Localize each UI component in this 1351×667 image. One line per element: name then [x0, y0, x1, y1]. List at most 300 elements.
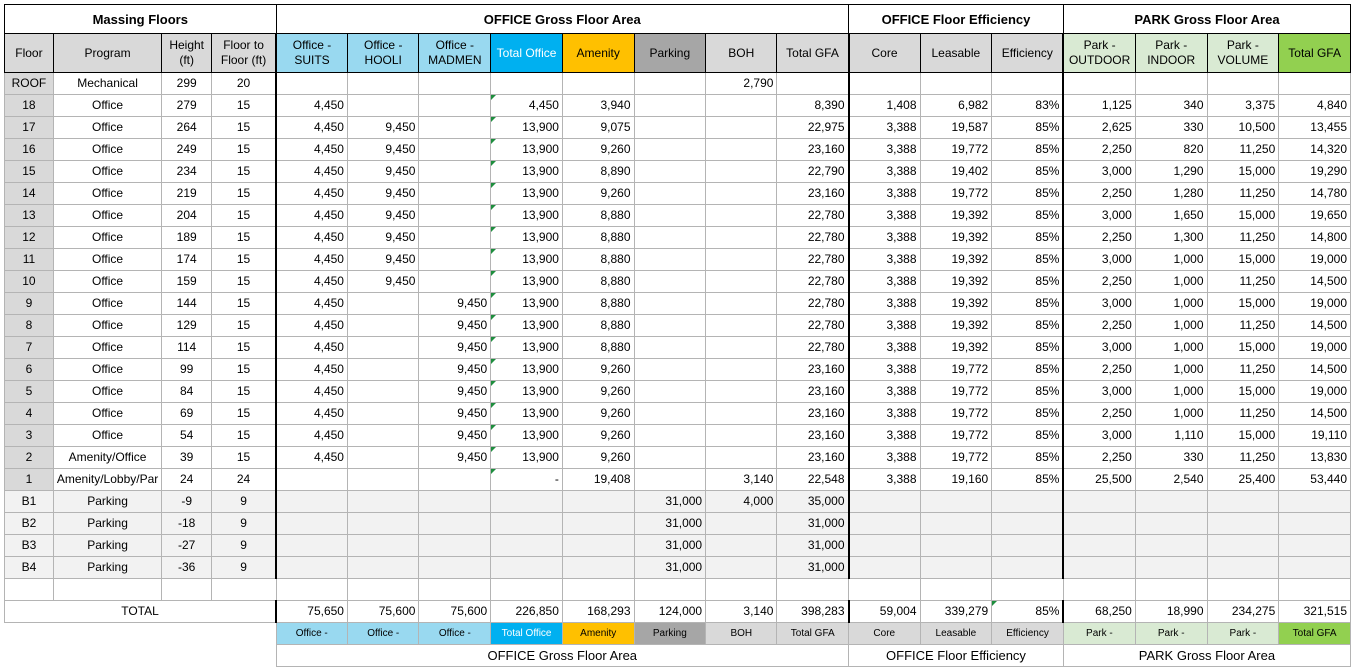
table-cell[interactable]	[849, 557, 920, 579]
table-cell[interactable]	[1279, 513, 1351, 535]
repeat-header-cell[interactable]: Park -	[1135, 623, 1207, 645]
table-cell[interactable]	[1063, 73, 1135, 95]
table-cell[interactable]: 820	[1135, 139, 1207, 161]
table-cell[interactable]: 299	[162, 73, 212, 95]
table-cell[interactable]	[1063, 557, 1135, 579]
empty-cell[interactable]	[5, 579, 54, 601]
column-header[interactable]: Height (ft)	[162, 34, 212, 73]
table-cell[interactable]: 19,392	[920, 315, 992, 337]
table-cell[interactable]: Office	[53, 139, 161, 161]
table-cell[interactable]	[849, 491, 920, 513]
table-cell[interactable]	[347, 535, 418, 557]
repeat-header-cell[interactable]: Total Office	[491, 623, 563, 645]
table-cell[interactable]: 4,450	[276, 337, 347, 359]
table-cell[interactable]	[491, 491, 563, 513]
repeat-header-cell[interactable]: Total GFA	[1279, 623, 1351, 645]
group-header-office-efficiency[interactable]: OFFICE Floor Efficiency	[849, 5, 1064, 34]
empty-cell[interactable]	[347, 579, 418, 601]
table-cell[interactable]: 11,250	[1207, 183, 1279, 205]
empty-cell[interactable]	[777, 579, 849, 601]
table-cell[interactable]: 18	[5, 95, 54, 117]
table-cell[interactable]: 22,780	[777, 227, 849, 249]
table-cell[interactable]: 85%	[992, 447, 1064, 469]
table-cell[interactable]: 19,772	[920, 139, 992, 161]
table-cell[interactable]: 15	[212, 425, 276, 447]
table-cell[interactable]: 9,450	[419, 337, 491, 359]
table-cell[interactable]: 9,260	[562, 183, 634, 205]
table-cell[interactable]	[706, 535, 777, 557]
table-cell[interactable]: 15,000	[1207, 381, 1279, 403]
table-cell[interactable]: 13,900	[491, 293, 563, 315]
table-cell[interactable]: 22,790	[777, 161, 849, 183]
table-cell[interactable]: 1,000	[1135, 315, 1207, 337]
table-cell[interactable]: 10	[5, 271, 54, 293]
table-cell[interactable]: 2,250	[1063, 139, 1135, 161]
table-cell[interactable]: 9,260	[562, 381, 634, 403]
table-cell[interactable]: 25,400	[1207, 469, 1279, 491]
table-cell[interactable]: 9,075	[562, 117, 634, 139]
table-cell[interactable]: 15	[212, 381, 276, 403]
table-cell[interactable]: 1,650	[1135, 205, 1207, 227]
table-cell[interactable]: 9,450	[347, 205, 418, 227]
table-cell[interactable]	[1207, 557, 1279, 579]
table-cell[interactable]: 7	[5, 337, 54, 359]
table-cell[interactable]: 4,450	[276, 249, 347, 271]
table-cell[interactable]	[491, 557, 563, 579]
table-cell[interactable]: B2	[5, 513, 54, 535]
table-cell[interactable]: 19,000	[1279, 381, 1351, 403]
table-cell[interactable]: 15,000	[1207, 161, 1279, 183]
table-cell[interactable]: 9,450	[419, 425, 491, 447]
table-cell[interactable]: B3	[5, 535, 54, 557]
table-cell[interactable]: 19,772	[920, 359, 992, 381]
table-cell[interactable]: 3,140	[706, 469, 777, 491]
table-cell[interactable]: 159	[162, 271, 212, 293]
table-cell[interactable]: 31,000	[777, 557, 849, 579]
table-cell[interactable]: 3,388	[849, 271, 920, 293]
table-cell[interactable]: 9	[212, 535, 276, 557]
table-cell[interactable]: 3,388	[849, 117, 920, 139]
table-cell[interactable]: 4	[5, 403, 54, 425]
table-cell[interactable]	[634, 403, 706, 425]
table-cell[interactable]: 3,000	[1063, 161, 1135, 183]
table-cell[interactable]: 19,587	[920, 117, 992, 139]
table-cell[interactable]	[992, 557, 1064, 579]
repeat-header-cell[interactable]: BOH	[706, 623, 777, 645]
table-cell[interactable]	[849, 535, 920, 557]
table-cell[interactable]: 8,880	[562, 249, 634, 271]
table-cell[interactable]: 19,000	[1279, 337, 1351, 359]
table-cell[interactable]	[419, 535, 491, 557]
table-cell[interactable]: 15	[212, 161, 276, 183]
table-cell[interactable]: Office	[53, 425, 161, 447]
table-cell[interactable]	[706, 183, 777, 205]
table-cell[interactable]: 19,160	[920, 469, 992, 491]
total-cell[interactable]: 226,850	[491, 601, 563, 623]
table-cell[interactable]: Office	[53, 315, 161, 337]
table-cell[interactable]: 2,250	[1063, 227, 1135, 249]
table-cell[interactable]: 4,000	[706, 491, 777, 513]
table-cell[interactable]	[920, 535, 992, 557]
table-cell[interactable]	[347, 73, 418, 95]
table-cell[interactable]: 219	[162, 183, 212, 205]
table-cell[interactable]	[562, 513, 634, 535]
total-cell[interactable]: 68,250	[1063, 601, 1135, 623]
table-cell[interactable]	[634, 425, 706, 447]
table-cell[interactable]: 9,260	[562, 139, 634, 161]
table-cell[interactable]: Office	[53, 271, 161, 293]
table-cell[interactable]	[706, 293, 777, 315]
table-cell[interactable]: B4	[5, 557, 54, 579]
table-cell[interactable]: 11,250	[1207, 315, 1279, 337]
table-cell[interactable]: 8,880	[562, 227, 634, 249]
total-cell[interactable]: 75,650	[276, 601, 347, 623]
table-cell[interactable]: 13,900	[491, 337, 563, 359]
repeat-header-cell[interactable]: Office -	[276, 623, 347, 645]
table-cell[interactable]: 4,450	[276, 117, 347, 139]
table-cell[interactable]	[634, 359, 706, 381]
table-cell[interactable]: 3,388	[849, 139, 920, 161]
table-cell[interactable]	[706, 117, 777, 139]
table-cell[interactable]: 15	[212, 205, 276, 227]
table-cell[interactable]: 15,000	[1207, 337, 1279, 359]
empty-cell[interactable]	[1135, 579, 1207, 601]
table-cell[interactable]: 11,250	[1207, 359, 1279, 381]
column-header[interactable]: Efficiency	[992, 34, 1064, 73]
table-cell[interactable]: Office	[53, 249, 161, 271]
column-header[interactable]: Park - VOLUME	[1207, 34, 1279, 73]
table-cell[interactable]: 22,780	[777, 293, 849, 315]
table-cell[interactable]	[419, 73, 491, 95]
table-cell[interactable]	[419, 491, 491, 513]
table-cell[interactable]	[634, 381, 706, 403]
table-cell[interactable]: 13,900	[491, 139, 563, 161]
table-cell[interactable]: 1,125	[1063, 95, 1135, 117]
table-cell[interactable]: 8,890	[562, 161, 634, 183]
table-cell[interactable]: 2,250	[1063, 447, 1135, 469]
table-cell[interactable]: 15	[212, 139, 276, 161]
table-cell[interactable]: 1,000	[1135, 293, 1207, 315]
table-cell[interactable]: 3,000	[1063, 293, 1135, 315]
table-cell[interactable]: 15	[212, 337, 276, 359]
table-cell[interactable]	[706, 557, 777, 579]
table-cell[interactable]	[419, 249, 491, 271]
table-cell[interactable]	[1279, 535, 1351, 557]
table-cell[interactable]: 3,940	[562, 95, 634, 117]
table-cell[interactable]	[276, 513, 347, 535]
table-cell[interactable]: 14,800	[1279, 227, 1351, 249]
table-cell[interactable]: 3	[5, 425, 54, 447]
table-cell[interactable]: 23,160	[777, 381, 849, 403]
table-cell[interactable]: 14,500	[1279, 315, 1351, 337]
table-cell[interactable]: Office	[53, 381, 161, 403]
table-cell[interactable]	[634, 293, 706, 315]
table-cell[interactable]: 13,900	[491, 205, 563, 227]
column-header[interactable]: Core	[849, 34, 920, 73]
table-cell[interactable]: 85%	[992, 403, 1064, 425]
table-cell[interactable]	[276, 469, 347, 491]
table-cell[interactable]: 1,290	[1135, 161, 1207, 183]
table-cell[interactable]: 19,772	[920, 381, 992, 403]
table-cell[interactable]: 22,780	[777, 205, 849, 227]
table-cell[interactable]: 3,388	[849, 359, 920, 381]
total-cell[interactable]: 75,600	[347, 601, 418, 623]
table-cell[interactable]	[276, 491, 347, 513]
column-header[interactable]: Parking	[634, 34, 706, 73]
table-cell[interactable]: 13,900	[491, 447, 563, 469]
table-cell[interactable]: 9,450	[347, 117, 418, 139]
table-cell[interactable]: Office	[53, 227, 161, 249]
table-cell[interactable]	[634, 249, 706, 271]
empty-cell[interactable]	[1279, 579, 1351, 601]
table-cell[interactable]	[347, 293, 418, 315]
table-cell[interactable]: 19,000	[1279, 293, 1351, 315]
table-cell[interactable]: 19,772	[920, 403, 992, 425]
table-cell[interactable]: 3,375	[1207, 95, 1279, 117]
table-cell[interactable]: 23,160	[777, 447, 849, 469]
table-cell[interactable]: 3,388	[849, 183, 920, 205]
table-cell[interactable]: 144	[162, 293, 212, 315]
table-cell[interactable]: 1,000	[1135, 359, 1207, 381]
table-cell[interactable]: 9,260	[562, 447, 634, 469]
table-cell[interactable]: 85%	[992, 205, 1064, 227]
table-cell[interactable]: 3,000	[1063, 337, 1135, 359]
table-cell[interactable]: Amenity/Office	[53, 447, 161, 469]
table-cell[interactable]: 85%	[992, 227, 1064, 249]
table-cell[interactable]: 31,000	[634, 535, 706, 557]
table-cell[interactable]: 19,392	[920, 205, 992, 227]
table-cell[interactable]	[992, 535, 1064, 557]
table-cell[interactable]: 31,000	[634, 491, 706, 513]
empty-cell[interactable]	[849, 579, 920, 601]
table-cell[interactable]: 19,408	[562, 469, 634, 491]
table-cell[interactable]: 83%	[992, 95, 1064, 117]
table-cell[interactable]: 15	[5, 161, 54, 183]
total-cell[interactable]: 124,000	[634, 601, 706, 623]
footer-group-header[interactable]: OFFICE Gross Floor Area	[276, 645, 849, 667]
table-cell[interactable]: 3,388	[849, 381, 920, 403]
table-cell[interactable]: 3,388	[849, 337, 920, 359]
table-cell[interactable]	[347, 403, 418, 425]
table-cell[interactable]: 2,790	[706, 73, 777, 95]
table-cell[interactable]: 31,000	[634, 513, 706, 535]
table-cell[interactable]: 1,000	[1135, 381, 1207, 403]
table-cell[interactable]	[706, 161, 777, 183]
table-cell[interactable]: 22,975	[777, 117, 849, 139]
table-cell[interactable]: -	[491, 469, 563, 491]
table-cell[interactable]	[491, 535, 563, 557]
table-cell[interactable]: 15	[212, 271, 276, 293]
table-cell[interactable]: 1,000	[1135, 271, 1207, 293]
table-cell[interactable]: 84	[162, 381, 212, 403]
table-cell[interactable]: -27	[162, 535, 212, 557]
group-header-office-gfa[interactable]: OFFICE Gross Floor Area	[276, 5, 849, 34]
table-cell[interactable]: 15	[212, 227, 276, 249]
table-cell[interactable]: 2,625	[1063, 117, 1135, 139]
total-cell[interactable]: 85%	[992, 601, 1064, 623]
table-cell[interactable]	[419, 513, 491, 535]
table-cell[interactable]: 114	[162, 337, 212, 359]
table-cell[interactable]: Office	[53, 95, 161, 117]
table-cell[interactable]: 15	[212, 117, 276, 139]
table-cell[interactable]	[347, 359, 418, 381]
table-cell[interactable]: Mechanical	[53, 73, 161, 95]
repeat-header-cell[interactable]: Amenity	[562, 623, 634, 645]
table-cell[interactable]: 1,000	[1135, 403, 1207, 425]
column-header[interactable]: Office - SUITS	[276, 34, 347, 73]
table-cell[interactable]	[634, 337, 706, 359]
table-cell[interactable]: 2,250	[1063, 271, 1135, 293]
table-cell[interactable]: 249	[162, 139, 212, 161]
table-cell[interactable]: 13,455	[1279, 117, 1351, 139]
column-header[interactable]: Office - MADMEN	[419, 34, 491, 73]
table-cell[interactable]	[1135, 535, 1207, 557]
table-cell[interactable]: 4,450	[276, 381, 347, 403]
repeat-header-cell[interactable]: Park -	[1063, 623, 1135, 645]
table-cell[interactable]: 31,000	[634, 557, 706, 579]
table-cell[interactable]	[347, 315, 418, 337]
table-cell[interactable]: 8,880	[562, 315, 634, 337]
table-cell[interactable]	[1135, 73, 1207, 95]
table-cell[interactable]: 14	[5, 183, 54, 205]
table-cell[interactable]: 2,250	[1063, 359, 1135, 381]
table-cell[interactable]	[1063, 535, 1135, 557]
table-cell[interactable]: 4,450	[276, 183, 347, 205]
table-cell[interactable]: 3,000	[1063, 425, 1135, 447]
total-cell[interactable]: 3,140	[706, 601, 777, 623]
table-cell[interactable]: 14,500	[1279, 271, 1351, 293]
table-cell[interactable]: 85%	[992, 359, 1064, 381]
table-cell[interactable]: 13,900	[491, 161, 563, 183]
table-cell[interactable]: 69	[162, 403, 212, 425]
table-cell[interactable]: 264	[162, 117, 212, 139]
empty-cell[interactable]	[1063, 579, 1135, 601]
table-cell[interactable]: 15	[212, 315, 276, 337]
table-cell[interactable]: Office	[53, 293, 161, 315]
table-cell[interactable]: 9,450	[419, 359, 491, 381]
table-cell[interactable]: 8,880	[562, 293, 634, 315]
footer-group-header[interactable]: OFFICE Floor Efficiency	[849, 645, 1064, 667]
column-header[interactable]: Program	[53, 34, 161, 73]
table-cell[interactable]: 4,450	[276, 359, 347, 381]
table-cell[interactable]: 19,772	[920, 183, 992, 205]
table-cell[interactable]: 13,900	[491, 271, 563, 293]
table-cell[interactable]	[706, 227, 777, 249]
table-cell[interactable]: 1,408	[849, 95, 920, 117]
table-cell[interactable]	[419, 139, 491, 161]
table-cell[interactable]	[706, 139, 777, 161]
table-cell[interactable]: 8,880	[562, 205, 634, 227]
table-cell[interactable]	[634, 95, 706, 117]
table-cell[interactable]: 85%	[992, 117, 1064, 139]
table-cell[interactable]: 3,388	[849, 161, 920, 183]
table-cell[interactable]	[562, 73, 634, 95]
table-cell[interactable]	[347, 425, 418, 447]
total-cell[interactable]: 18,990	[1135, 601, 1207, 623]
table-cell[interactable]: 14,500	[1279, 359, 1351, 381]
column-header[interactable]: Floor	[5, 34, 54, 73]
table-cell[interactable]: 3,000	[1063, 249, 1135, 271]
table-cell[interactable]: 13,900	[491, 359, 563, 381]
column-header[interactable]: Total Office	[491, 34, 563, 73]
table-cell[interactable]: 19,290	[1279, 161, 1351, 183]
table-cell[interactable]	[634, 315, 706, 337]
table-cell[interactable]: 20	[212, 73, 276, 95]
table-cell[interactable]: 19,772	[920, 447, 992, 469]
table-cell[interactable]: 11,250	[1207, 227, 1279, 249]
table-cell[interactable]	[634, 205, 706, 227]
table-cell[interactable]	[634, 227, 706, 249]
table-cell[interactable]: 13,900	[491, 425, 563, 447]
table-cell[interactable]: 85%	[992, 469, 1064, 491]
table-cell[interactable]: 9	[212, 491, 276, 513]
table-cell[interactable]: 8,390	[777, 95, 849, 117]
repeat-header-cell[interactable]: Office -	[347, 623, 418, 645]
repeat-header-cell[interactable]: Parking	[634, 623, 706, 645]
table-cell[interactable]: 14,500	[1279, 403, 1351, 425]
table-cell[interactable]: Office	[53, 183, 161, 205]
column-header[interactable]: Park - INDOOR	[1135, 34, 1207, 73]
table-cell[interactable]: 19,650	[1279, 205, 1351, 227]
table-cell[interactable]: 1,300	[1135, 227, 1207, 249]
table-cell[interactable]: 330	[1135, 117, 1207, 139]
table-cell[interactable]: 85%	[992, 139, 1064, 161]
table-cell[interactable]: 8	[5, 315, 54, 337]
table-cell[interactable]: 4,450	[276, 227, 347, 249]
empty-cell[interactable]	[53, 579, 161, 601]
table-cell[interactable]	[849, 513, 920, 535]
table-cell[interactable]	[992, 491, 1064, 513]
table-cell[interactable]: 3,388	[849, 403, 920, 425]
table-cell[interactable]: 3,000	[1063, 205, 1135, 227]
table-cell[interactable]: 9	[5, 293, 54, 315]
table-cell[interactable]	[1135, 557, 1207, 579]
total-cell[interactable]: 398,283	[777, 601, 849, 623]
table-cell[interactable]: 4,840	[1279, 95, 1351, 117]
table-cell[interactable]	[491, 513, 563, 535]
table-cell[interactable]: 1,280	[1135, 183, 1207, 205]
table-cell[interactable]: 1,000	[1135, 249, 1207, 271]
table-cell[interactable]	[920, 73, 992, 95]
table-cell[interactable]: 4,450	[276, 315, 347, 337]
table-cell[interactable]: 19,402	[920, 161, 992, 183]
table-cell[interactable]: 11	[5, 249, 54, 271]
table-cell[interactable]	[992, 513, 1064, 535]
empty-cell[interactable]	[1207, 579, 1279, 601]
table-cell[interactable]: 35,000	[777, 491, 849, 513]
table-cell[interactable]: Parking	[53, 491, 161, 513]
table-cell[interactable]	[992, 73, 1064, 95]
table-cell[interactable]: 4,450	[276, 271, 347, 293]
empty-cell[interactable]	[920, 579, 992, 601]
table-cell[interactable]: Office	[53, 117, 161, 139]
table-cell[interactable]	[276, 557, 347, 579]
table-cell[interactable]	[706, 271, 777, 293]
empty-cell[interactable]	[162, 579, 212, 601]
table-cell[interactable]: 3,388	[849, 205, 920, 227]
table-cell[interactable]	[347, 337, 418, 359]
table-cell[interactable]: 12	[5, 227, 54, 249]
table-cell[interactable]: 15,000	[1207, 425, 1279, 447]
table-cell[interactable]	[634, 117, 706, 139]
table-cell[interactable]: 24	[162, 469, 212, 491]
table-cell[interactable]: 11,250	[1207, 447, 1279, 469]
table-cell[interactable]: Office	[53, 337, 161, 359]
table-cell[interactable]	[634, 139, 706, 161]
table-cell[interactable]: 2	[5, 447, 54, 469]
table-cell[interactable]: 31,000	[777, 535, 849, 557]
table-cell[interactable]: 15	[212, 403, 276, 425]
